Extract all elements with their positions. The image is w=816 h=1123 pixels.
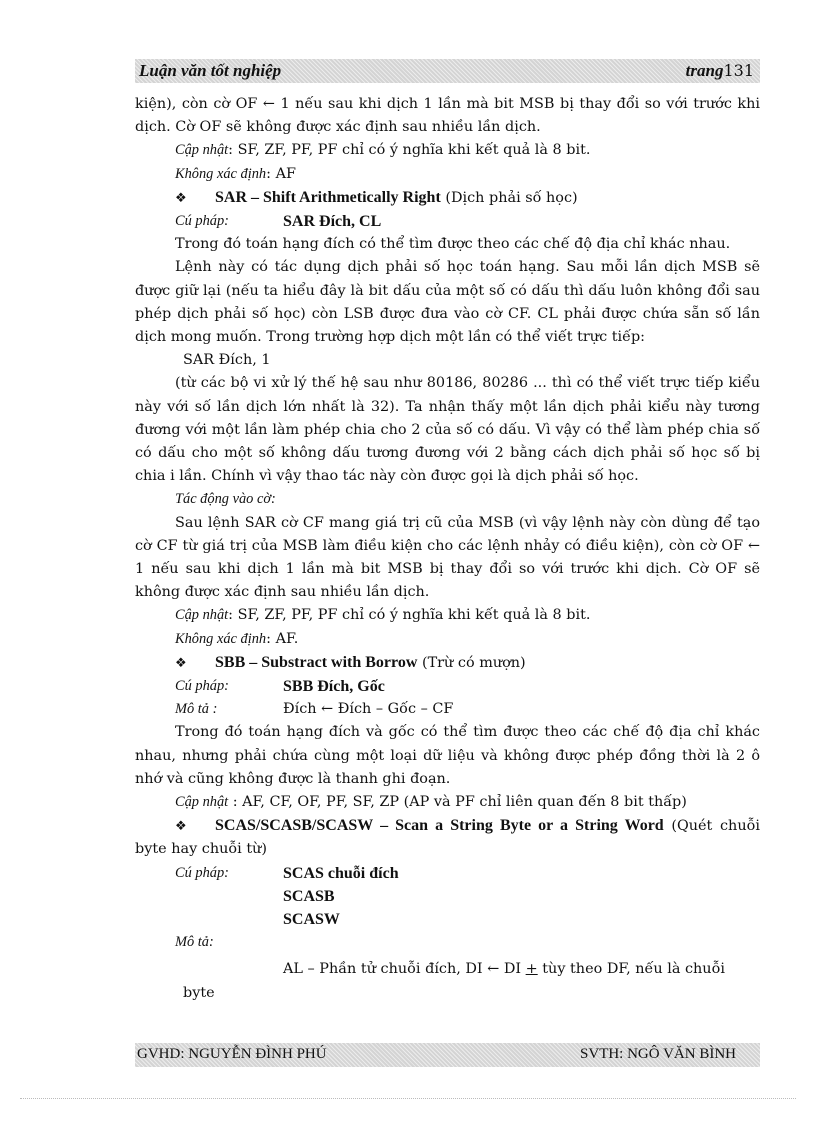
paragraph: Trong đó toán hạng đích và gốc có thể tìm được theo các chế độ địa chỉ khác nhau, nhưng phải chứa cùng một loại dữ liệu và không được phép đồng thời là 2 ô nhớ và cũng không được là thanh ghi đoạn. <box>135 724 760 787</box>
page-label: trang <box>685 61 724 80</box>
page-number: 131 <box>723 61 754 80</box>
page-indicator <box>686 61 754 81</box>
description-label-row: Mô tả: <box>175 934 214 951</box>
diamond-bullet-icon: ❖ <box>175 819 187 835</box>
section-heading-sbb: ❖ SBB – Substract with Borrow (Trừ có mượn) <box>175 651 760 675</box>
section-heading-scas: ❖ SCAS/SCASB/SCASW – Scan a String Byte or a String Word (Quét chuỗi byte hay chuỗi từ) <box>135 817 760 858</box>
code-example: SAR Đích, 1 <box>183 352 271 369</box>
flag-undefined-line: Không xác định: AF <box>175 165 296 182</box>
description-text-continued: byte <box>183 984 215 1001</box>
document-title: Luận văn tốt nghiệp <box>139 61 282 80</box>
flag-effect-label: Tác động vào cờ: <box>175 491 276 508</box>
page-footer <box>135 1043 760 1067</box>
paragraph: Sau lệnh SAR cờ CF mang giá trị cũ của MSB (vì vậy lệnh này còn dùng để tạo cờ CF từ giá trị của MSB làm điều kiện cho các lệnh nhảy có điều kiện), còn cờ OF ← 1 nếu sau khi dịch 1 lần mà bit MSB bị thay đổi so với trước khi dịch. Cờ OF sẽ không được xác định sau nhiều lần dịch. <box>135 514 760 601</box>
diamond-bullet-icon: ❖ <box>175 655 187 671</box>
paragraph: Lệnh này có tác dụng dịch phải số học toán hạng. Sau mỗi lần dịch MSB sẽ được giữ lại (nếu ta hiểu đây là bit dấu của một số có dấu thì dấu luôn không đổi sau phép dịch phải số học) còn LSB được đưa vào cờ CF. CL phải được chứa sẵn số lần dịch mong muốn. Trong trường hợp dịch một lần có thể viết trực tiếp: <box>135 259 760 346</box>
syntax-row: Cú pháp: SAR Đích, CL <box>175 213 382 231</box>
flag-update-line: Cập nhật: SF, ZF, PF, PF chỉ có ý nghĩa khi kết quả là 8 bit. <box>175 142 591 159</box>
student-name: SVTH: NGÔ VĂN BÌNH <box>580 1046 736 1062</box>
bottom-divider <box>20 1098 796 1099</box>
flag-update-line: Cập nhật: SF, ZF, PF, PF chỉ có ý nghĩa khi kết quả là 8 bit. <box>175 607 591 624</box>
description-text: AL – Phần tử chuỗi đích, DI ← DI + tùy theo DF, nếu là chuỗi <box>283 961 725 978</box>
paragraph: Trong đó toán hạng đích có thể tìm được theo các chế độ địa chỉ khác nhau. <box>175 236 731 253</box>
description-row: Mô tả : Đích ← Đích – Gốc – CF <box>175 701 454 718</box>
section-heading-sar: ❖ SAR – Shift Arithmetically Right (Dịch phải số học) <box>175 186 760 210</box>
syntax-row: Cú pháp: SCAS chuỗi đích <box>175 864 399 882</box>
page-body <box>135 93 760 1005</box>
syntax-row: SCASB <box>283 887 335 905</box>
syntax-row: Cú pháp: SBB Đích, Gốc <box>175 678 385 696</box>
page-header <box>135 59 760 83</box>
syntax-row: SCASW <box>283 911 340 929</box>
paragraph: (từ các bộ vi xử lý thế hệ sau như 80186, 80286 ... thì có thể viết trực tiếp kiểu này với số lần dịch lớn nhất là 32). Ta nhận thấy một lần dịch phải kiểu này tương đương với một lần làm phép chia cho 2 của số có dấu. Vì vậy có thể làm phép chia số có dấu cho một số không dấu tương đương với 2 bằng cách dịch phải số học số bị chia i lần. Chính vì vậy thao tác này còn được gọi là dịch phải số học. <box>135 375 760 485</box>
diamond-bullet-icon: ❖ <box>175 190 187 206</box>
flag-undefined-line: Không xác định: AF. <box>175 630 299 647</box>
flag-update-line: Cập nhật : AF, CF, OF, PF, SF, ZP (AP và PF chỉ liên quan đến 8 bit thấp) <box>175 794 687 811</box>
paragraph: kiện), còn cờ OF ← 1 nếu sau khi dịch 1 lần mà bit MSB bị thay đổi so với trước khi dịch. Cờ OF sẽ không được xác định sau nhiều lần dịch. <box>135 96 760 136</box>
advisor-name: GVHD: NGUYỄN ĐÌNH PHÚ <box>137 1046 327 1062</box>
